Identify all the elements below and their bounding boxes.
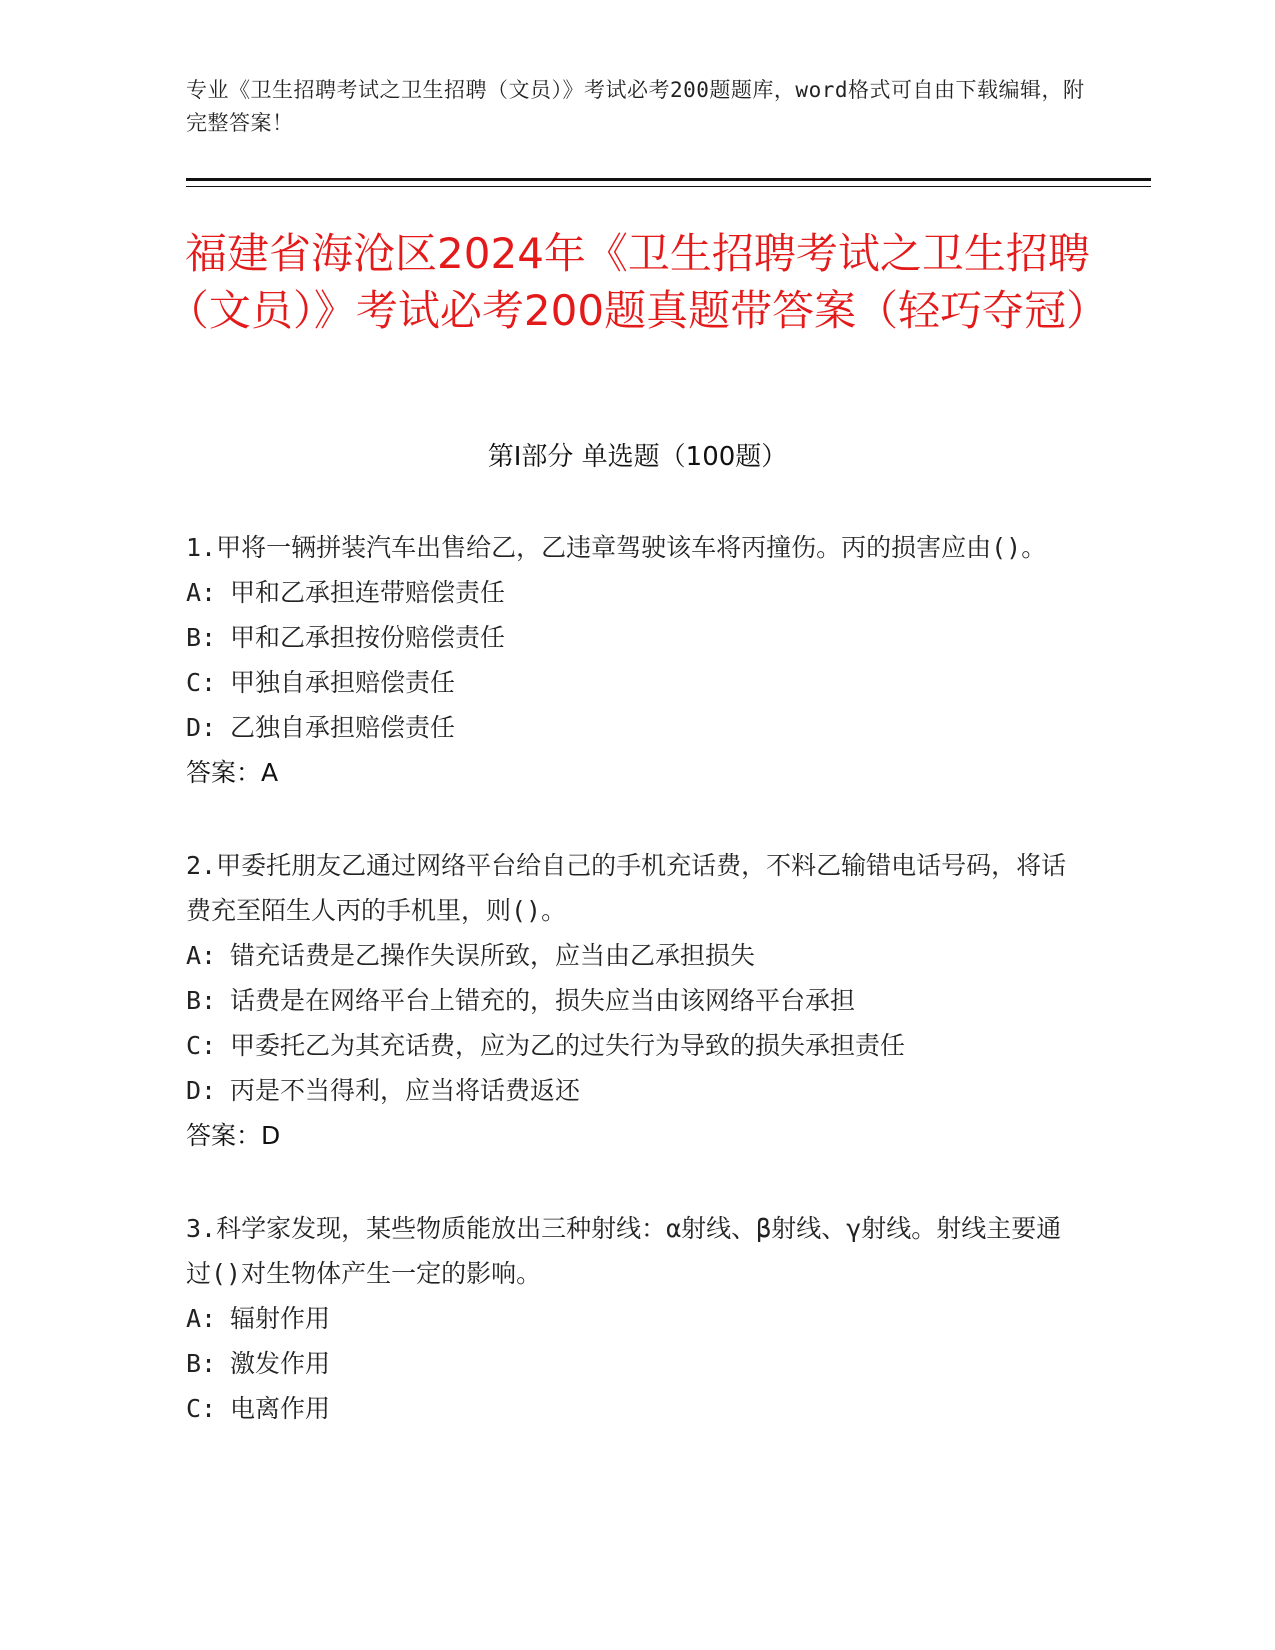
option-key: C: xyxy=(186,1031,217,1060)
option-c xyxy=(186,1023,1086,1068)
question-stem: 1.甲将一辆拼装汽车出售给乙，乙违章驾驶该车将丙撞伤。丙的损害应由()。 xyxy=(186,533,1047,562)
option-key: A: xyxy=(186,1304,217,1333)
header-note: 专业《卫生招聘考试之卫生招聘（文员）》考试必考200题题库，word格式可自由下载编辑，附完整答案！ xyxy=(186,78,1085,135)
question-stem: 2.甲委托朋友乙通过网络平台给自己的手机充话费，不料乙输错电话号码，将话费充至陌生人丙的手机里，则()。 xyxy=(186,851,1067,925)
option-key: A: xyxy=(186,941,217,970)
option-d xyxy=(186,705,1086,750)
option-key: C: xyxy=(186,668,217,697)
question-2 xyxy=(186,843,1086,1158)
option-text: 错充话费是乙操作失误所致，应当由乙承担损失 xyxy=(230,941,756,970)
option-text: 甲和乙承担连带赔偿责任 xyxy=(230,578,506,607)
option-text: 甲委托乙为其充话费，应为乙的过失行为导致的损失承担责任 xyxy=(230,1031,906,1060)
option-text: 激发作用 xyxy=(230,1349,331,1378)
option-text: 甲和乙承担按份赔偿责任 xyxy=(230,623,506,652)
answer-line: 答案：D xyxy=(186,1121,281,1150)
option-key: D: xyxy=(186,1076,217,1105)
option-text: 丙是不当得利，应当将话费返还 xyxy=(230,1076,581,1105)
document-title: 福建省海沧区2024年《卫生招聘考试之卫生招聘（文员）》考试必考200题真题带答案（轻巧夺冠） xyxy=(166,229,1109,335)
option-key: B: xyxy=(186,986,217,1015)
option-key: B: xyxy=(186,623,217,652)
option-text: 电离作用 xyxy=(230,1394,331,1423)
option-key: C: xyxy=(186,1394,217,1423)
option-b xyxy=(186,978,1086,1023)
header-rule-thin xyxy=(186,186,1151,187)
option-a xyxy=(186,570,1086,615)
answer-line: 答案：A xyxy=(186,758,279,787)
question-3 xyxy=(186,1206,1086,1431)
option-text: 甲独自承担赔偿责任 xyxy=(230,668,456,697)
question-list xyxy=(186,525,1086,1479)
option-d xyxy=(186,1068,1086,1113)
header-rule-thick xyxy=(186,178,1151,181)
option-c xyxy=(186,1386,1086,1431)
option-text: 话费是在网络平台上错充的，损失应当由该网络平台承担 xyxy=(230,986,856,1015)
option-key: D: xyxy=(186,713,217,742)
option-b xyxy=(186,1341,1086,1386)
option-text: 辐射作用 xyxy=(230,1304,331,1333)
option-a xyxy=(186,933,1086,978)
option-text: 乙独自承担赔偿责任 xyxy=(230,713,456,742)
option-key: B: xyxy=(186,1349,217,1378)
option-key: A: xyxy=(186,578,217,607)
option-b xyxy=(186,615,1086,660)
question-stem: 3.科学家发现，某些物质能放出三种射线：α射线、β射线、γ射线。射线主要通过()对生物体产生一定的影响。 xyxy=(186,1214,1062,1288)
question-1 xyxy=(186,525,1086,795)
option-c xyxy=(186,660,1086,705)
option-a xyxy=(186,1296,1086,1341)
section-heading: 第I部分 单选题（100题） xyxy=(487,442,788,472)
